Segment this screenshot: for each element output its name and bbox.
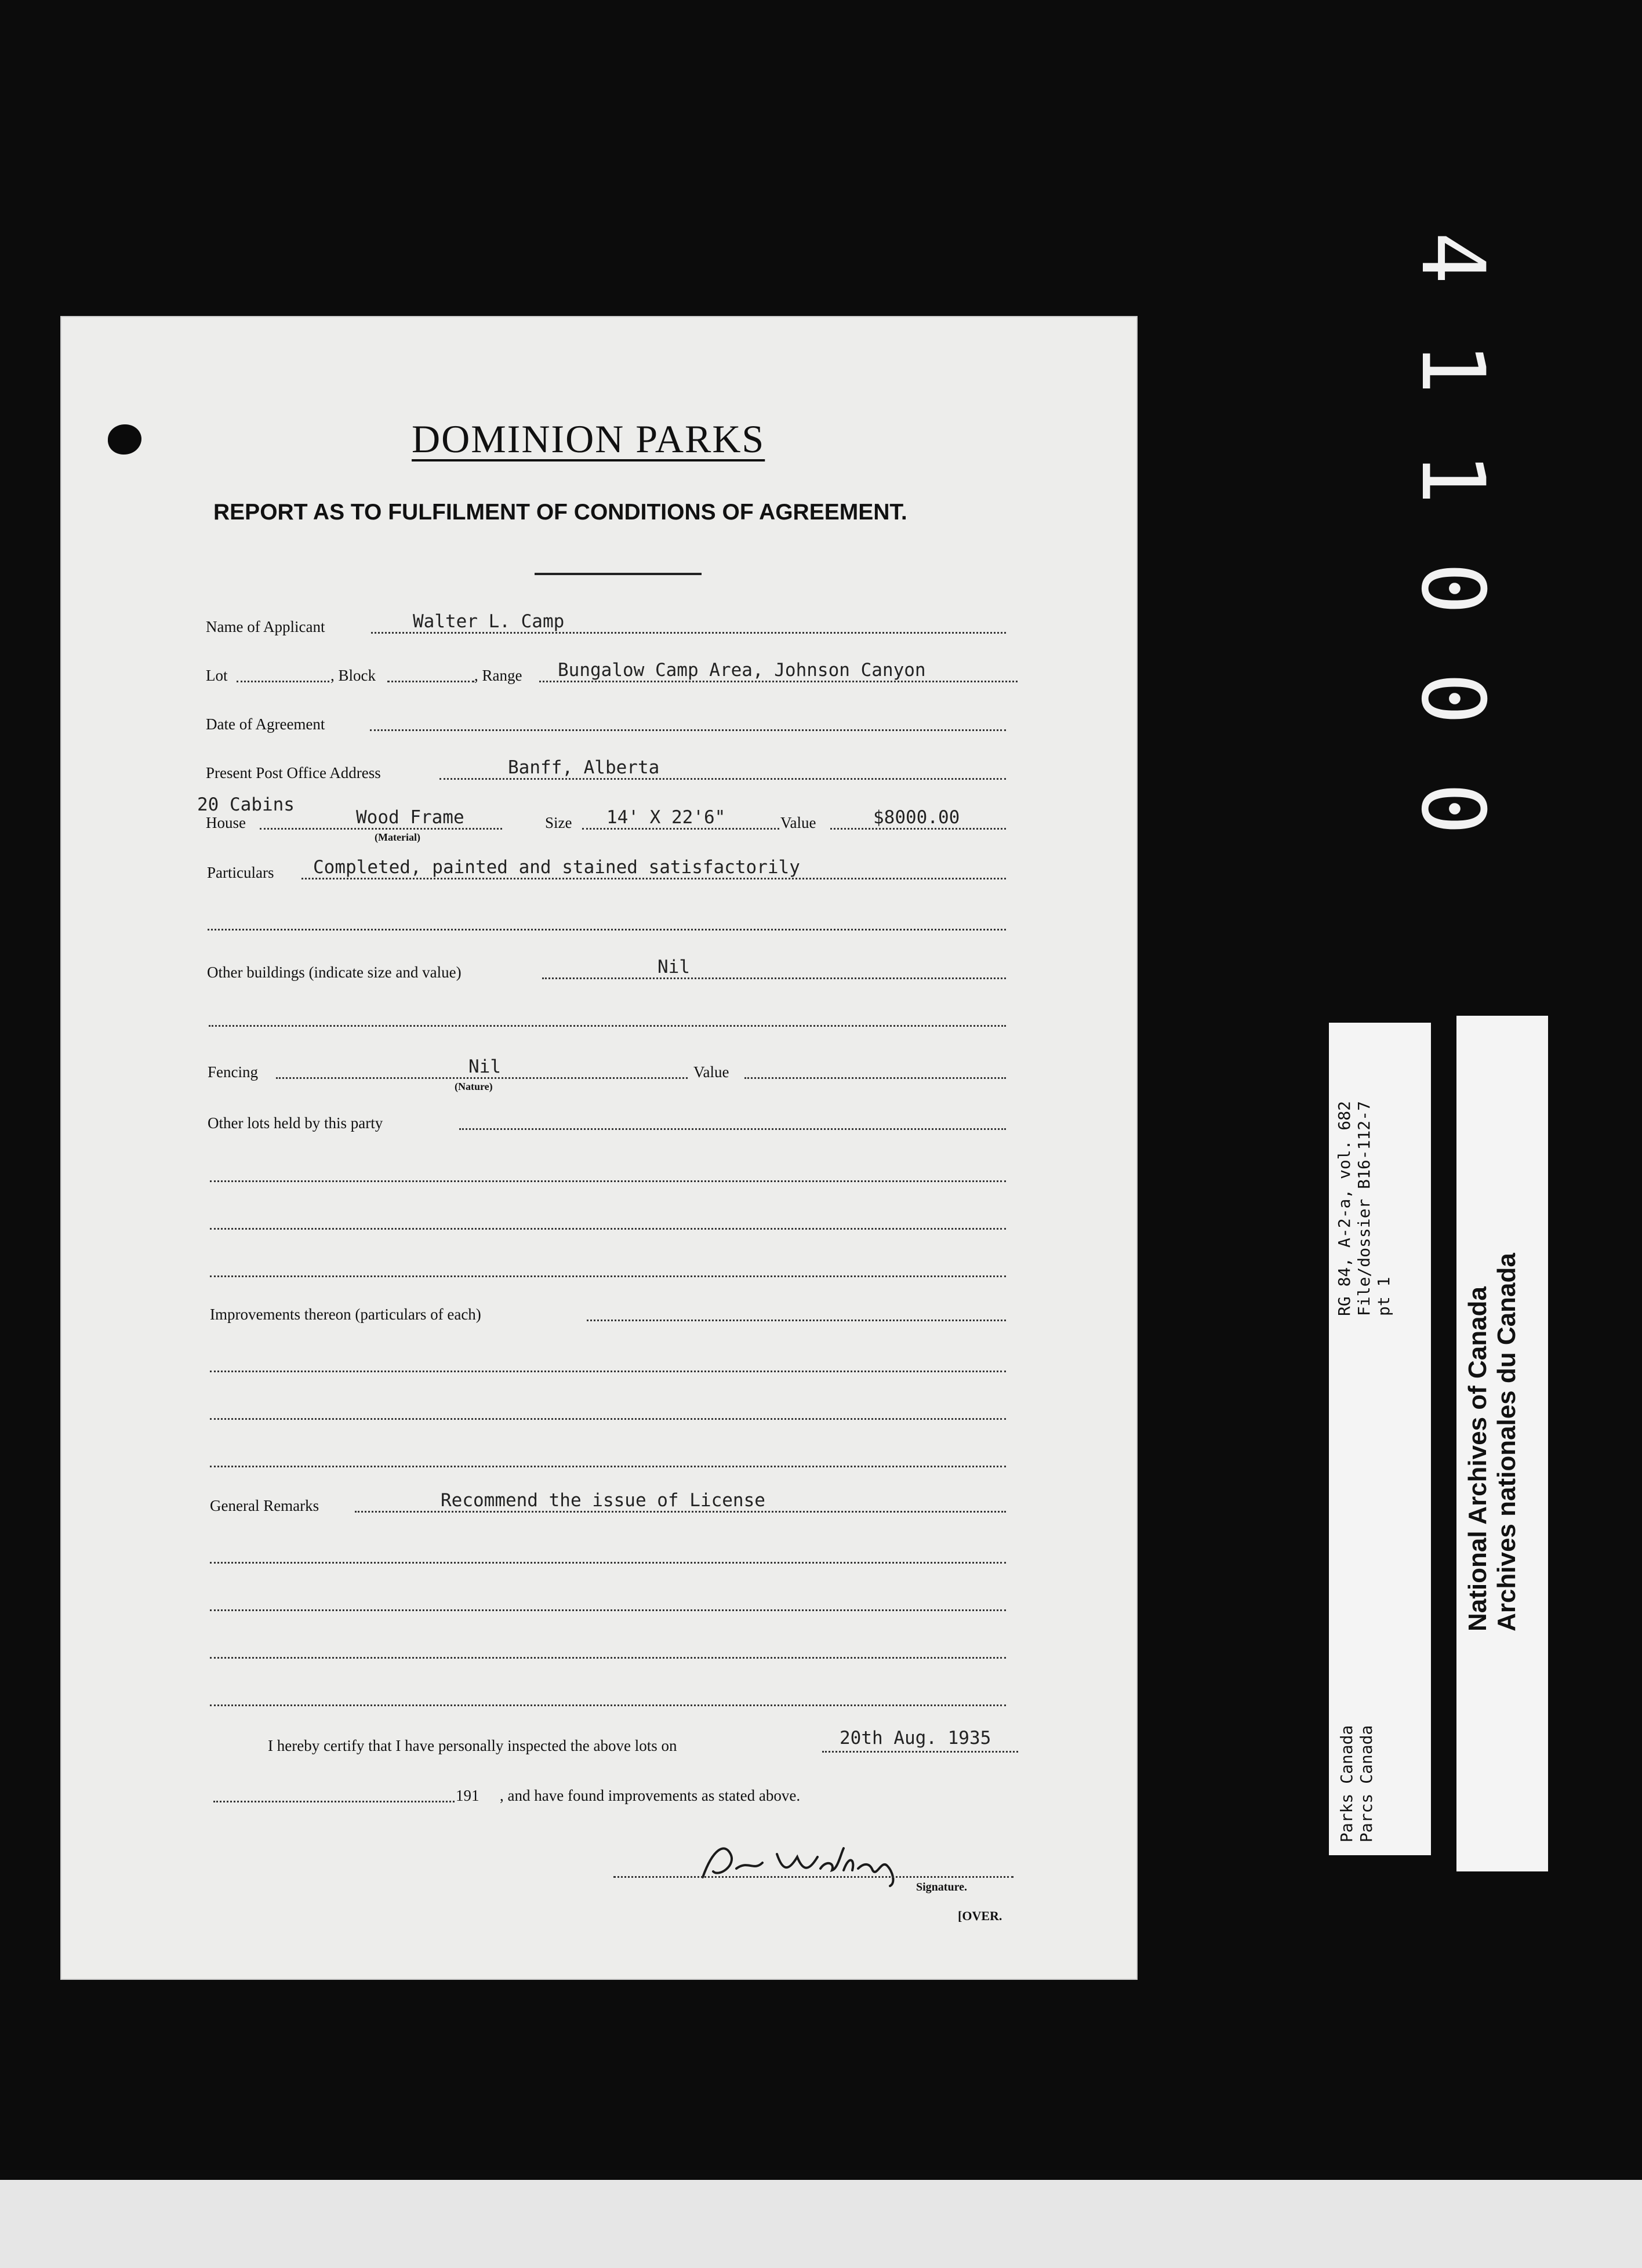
label-signature: Signature. [916, 1881, 967, 1893]
fencing-line [276, 1077, 688, 1079]
other-lots-line [459, 1128, 1006, 1130]
reference-line: File/dossier B16-112-7 [1354, 1101, 1374, 1316]
label-over: [OVER. [958, 1909, 1002, 1923]
value-other-buildings: Nil [657, 957, 690, 977]
remarks-line-3 [210, 1609, 1006, 1611]
label-other-buildings: Other buildings (indicate size and value) [207, 964, 462, 981]
other-lots-line-4 [210, 1275, 1006, 1277]
general-remarks-line [355, 1511, 1006, 1513]
house-line [260, 828, 502, 830]
label-other-lots: Other lots held by this party [208, 1114, 383, 1132]
remarks-line-5 [210, 1704, 1006, 1706]
label-date-of-agreement: Date of Agreement [206, 715, 325, 733]
particulars-line-2 [208, 929, 1006, 931]
value-range: Bungalow Camp Area, Johnson Canyon [558, 660, 926, 681]
label-applicant: Name of Applicant [206, 618, 325, 635]
archives-name [1463, 1253, 1521, 1631]
label-nature: (Nature) [455, 1081, 493, 1092]
agency-name [1337, 1725, 1376, 1842]
frame-digit: 0 [1402, 782, 1503, 835]
label-lot: Lot [206, 667, 228, 684]
value-line [830, 828, 1006, 830]
remarks-line-2 [210, 1562, 1006, 1564]
agency-line: Parks Canada [1337, 1725, 1356, 1842]
label-post-office: Present Post Office Address [206, 764, 381, 782]
label-found: , and have found improvements as stated above. [500, 1787, 801, 1804]
label-fencing-value: Value [693, 1063, 729, 1081]
fencing-value-line [744, 1077, 1006, 1079]
frame-digit: 1 [1402, 452, 1503, 505]
label-improvements: Improvements thereon (particulars of each) [210, 1306, 481, 1323]
archives-line: Archives nationales du Canada [1492, 1253, 1521, 1631]
label-particulars: Particulars [207, 864, 274, 881]
label-value: Value [780, 814, 816, 831]
reference-line: RG 84, A-2-a, vol. 682 [1335, 1101, 1354, 1316]
other-lots-line-2 [210, 1180, 1006, 1182]
frame-number [1402, 203, 1503, 835]
value-general-remarks: Recommend the issue of License [441, 1490, 765, 1511]
particulars-line [301, 878, 1006, 879]
frame-digit: 1 [1402, 341, 1503, 395]
label-house: House [206, 814, 246, 831]
improvements-line-3 [210, 1418, 1006, 1420]
range-line [539, 681, 1018, 682]
size-line [582, 828, 779, 830]
form-title: DOMINION PARKS [412, 417, 765, 461]
remarks-line-4 [210, 1657, 1006, 1659]
improvements-line-4 [210, 1466, 1006, 1467]
agency-line: Parcs Canada [1357, 1725, 1376, 1842]
value-applicant: Walter L. Camp [413, 611, 565, 632]
value-fencing: Nil [468, 1056, 501, 1077]
reference-line: pt 1 [1374, 1277, 1393, 1316]
value-size: 14' X 22'6" [606, 807, 726, 828]
value-material: Wood Frame [356, 807, 464, 828]
frame-digit: 0 [1402, 672, 1503, 725]
improvements-line [587, 1320, 1006, 1321]
frame-digit: 0 [1402, 562, 1503, 615]
label-fencing: Fencing [208, 1063, 258, 1081]
label-certify: I hereby certify that I have personally inspected the above lots on [268, 1737, 677, 1754]
inspection-date-line [822, 1751, 1018, 1753]
value-inspection-date: 20th Aug. 1935 [840, 1728, 991, 1749]
label-range: , Range [474, 667, 522, 684]
archive-reference [1335, 1101, 1394, 1316]
label-material: (Material) [375, 831, 420, 843]
signature-line [613, 1876, 1013, 1878]
other-lots-line-3 [210, 1228, 1006, 1230]
year-line [213, 1801, 455, 1802]
post-office-line [439, 778, 1006, 780]
other-buildings-line-2 [209, 1025, 1006, 1027]
lot-line [237, 681, 329, 682]
label-year-prefix: 191 [456, 1787, 479, 1804]
applicant-line [371, 632, 1006, 634]
improvements-line-2 [210, 1371, 1006, 1372]
other-buildings-line [542, 977, 1006, 979]
value-particulars: Completed, painted and stained satisfactorily [313, 857, 800, 878]
value-house-count: 20 Cabins [197, 794, 295, 815]
value-post-office: Banff, Alberta [508, 757, 660, 778]
label-general-remarks: General Remarks [210, 1497, 319, 1514]
form-subtitle: REPORT AS TO FULFILMENT OF CONDITIONS OF AGREEMENT. [213, 500, 907, 525]
film-strip-edge [0, 2180, 1642, 2268]
value-house-value: $8000.00 [873, 807, 960, 828]
block-line [387, 681, 474, 682]
label-size: Size [545, 814, 572, 831]
frame-digit: 4 [1402, 231, 1503, 285]
label-block: , Block [330, 667, 376, 684]
date-of-agreement-line [370, 729, 1006, 731]
title-divider [535, 573, 702, 575]
archives-line: National Archives of Canada [1463, 1286, 1492, 1631]
